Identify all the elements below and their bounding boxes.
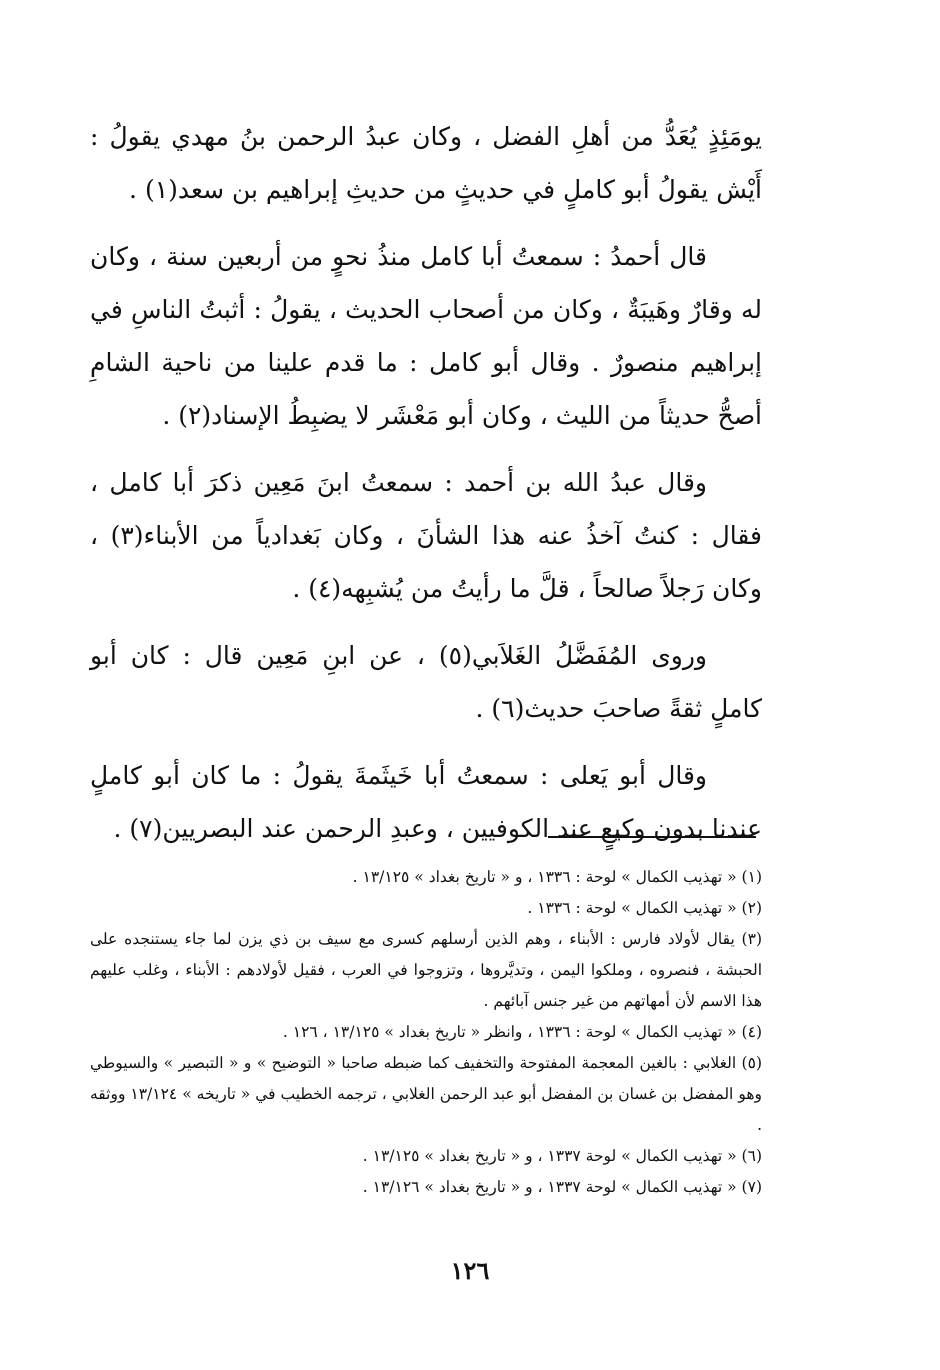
- footnote-2: (٢) « تهذيب الكمال » لوحة : ١٣٣٦ .: [527, 899, 762, 917]
- footnote-4: (٤) « تهذيب الكمال » لوحة : ١٣٣٦ ، وانظر « تاريخ بغداد » ١٣/١٢٥ ، ١٢٦ .: [282, 1023, 762, 1041]
- paragraph-3: وقال عبدُ الله بن أحمد : سمعتُ ابنَ مَعِين ذكرَ أبا كامل ، فقال : كنتُ آخذُ عنه هذا الشأنَ ، وكان بَغدادياً من الأبناء(٣) ، وكان رَجلاً صالحاً ، قلَّ ما رأيتُ من يُشبِهه(٤) .: [90, 468, 762, 603]
- paragraph-2: قال أحمدُ : سمعتُ أبا كامل منذُ نحوٍ من أربعين سنة ، وكان له وقارٌ وهَيبَةٌ ، وكان من أصحاب الحديث ، يقولُ : أثبتُ الناسِ في إبراهيم منصورٌ . وقال أبو كامل : ما قدم علينا من ناحية الشامِ أصحُّ حديثاً من الليث ، وكان أبو مَعْشَر لا يضبِطُ الإسناد(٢) .: [90, 242, 762, 430]
- paragraph-5: وقال أبو يَعلى : سمعتُ أبا خَيثَمةَ يقولُ : ما كان أبو كاملٍ عندنا بدون وكيعٍ عند الكوفيين ، وعبدِ الرحمن عند البصريين(٧) .: [90, 761, 762, 843]
- paragraph-1: يومَئِذٍ يُعَدُّ من أهلِ الفضل ، وكان عبدُ الرحمن بنُ مهدي يقولُ : أَيْش يقولُ أبو كاملٍ في حديثٍ من حديثِ إبراهيم بن سعد(١) .: [90, 122, 762, 204]
- page-number: ١٢٦: [450, 1256, 490, 1285]
- footnotes: [90, 862, 762, 1203]
- footnote-5: (٥) الغلابي : بالغين المعجمة المفتوحة والتخفيف كما ضبطه صاحبا « التوضيح » و « التبصير » والسيوطي وهو المفضل بن غسان بن المفضل أبو عبد الرحمن الغلابي ، ترجمه الخطيب في « تاريخه » ١٣/١٢٤ ووثقه .: [90, 1054, 762, 1134]
- footnote-6: (٦) « تهذيب الكمال » لوحة ١٣٣٧ ، و « تاريخ بغداد » ١٣/١٢٥ .: [362, 1147, 762, 1165]
- footnote-3: (٣) يقال لأولاد فارس : الأبناء ، وهم الذين أرسلهم كسرى مع سيف بن ذي يزن لما جاء يستنجده على الحبشة ، فنصروه ، وملكوا اليمن ، وتديَّروها ، وتزوجوا في العرب ، فقيل لأولادهم : الأبناء ، وغلب عليهم هذا الاسم لأن أمهاتهم من غير جنس آبائهم .: [90, 930, 762, 1010]
- footnote-divider: [548, 836, 756, 838]
- paragraph-4: وروى المُفَضَّلُ الغَلاَبي(٥) ، عن ابنِ مَعِين قال : كان أبو كاملٍ ثقةً صاحبَ حديث(٦) .: [90, 641, 762, 723]
- footnote-7: (٧) « تهذيب الكمال » لوحة ١٣٣٧ ، و « تاريخ بغداد » ١٣/١٢٦ .: [362, 1178, 762, 1196]
- footnote-1: (١) « تهذيب الكمال » لوحة : ١٣٣٦ ، و « تاريخ بغداد » ١٣/١٢٥ .: [352, 868, 762, 886]
- main-text: [90, 110, 762, 869]
